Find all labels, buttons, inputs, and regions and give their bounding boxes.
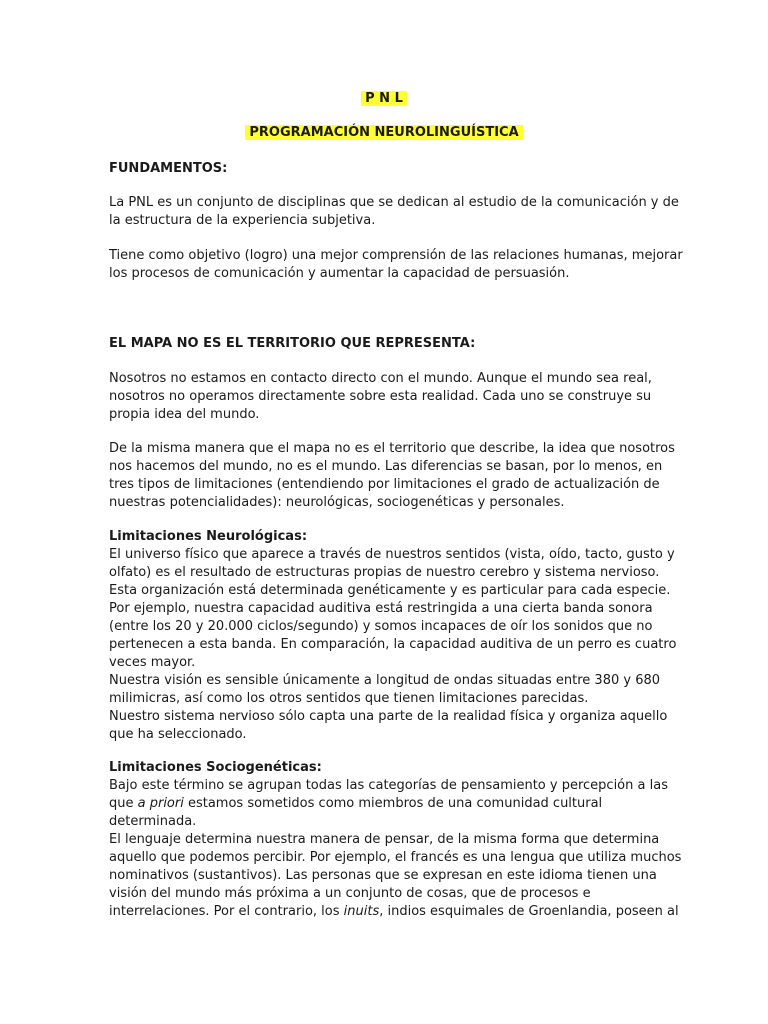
text-line: nos hacemos del mundo, no es el mundo. Las diferencias se basan, por lo menos, en [109, 459, 663, 474]
subtitle-highlight: PROGRAMACIÓN NEUROLINGUÍSTICA [245, 125, 522, 140]
paragraph-fundamentos-2 [109, 247, 683, 283]
text-line-italic-phrase [109, 795, 669, 813]
text-line: aquello que podemos percibir. Por ejemplo, el francés es una lengua que utiliza muchos [109, 850, 682, 865]
paragraph-neurologicas [109, 546, 677, 744]
text-line: Esta organización está determinada genéticamente y es particular para cada especie. [109, 583, 671, 598]
paragraph-mapa-1 [109, 370, 669, 424]
heading-mapa: EL MAPA NO ES EL TERRITORIO QUE REPRESENTA: [109, 336, 476, 351]
heading-limitaciones-sociogeneticas: Limitaciones Sociogenéticas: [109, 760, 322, 775]
text-line: milimicras, así como los otros sentidos que tienen limitaciones parecidas. [109, 691, 589, 706]
text-line: Bajo este término se agrupan todas las categorías de pensamiento y percepción a las [109, 778, 668, 793]
heading-fundamentos: FUNDAMENTOS: [109, 161, 228, 176]
document-subtitle [0, 124, 768, 142]
text-line: pertenecen a esta banda. En comparación, la capacidad auditiva de un perro es cuatro [109, 637, 677, 652]
heading-limitaciones-neurologicas: Limitaciones Neurológicas: [109, 529, 308, 544]
text-line: De la misma manera que el mapa no es el territorio que describe, la idea que nosotros [109, 441, 675, 456]
text-line: Por ejemplo, nuestra capacidad auditiva está restringida a una cierta banda sonora [109, 601, 653, 616]
text-line: nosotros no operamos directamente sobre esta realidad. Cada uno se construye su [109, 389, 652, 404]
paragraph-fundamentos-1 [109, 194, 679, 230]
title-highlight: P N L [361, 91, 407, 106]
text-line-italic-phrase [109, 903, 679, 921]
text-line: El universo físico que aparece a través de nuestros sentidos (vista, oído, tacto, gusto y [109, 547, 675, 562]
text-line: (entre los 20 y 20.000 ciclos/segundo) y somos incapaces de oír los sonidos que no [109, 619, 653, 634]
document-title [0, 90, 768, 108]
text-fragment: que [109, 796, 138, 811]
text-line: veces mayor. [109, 655, 196, 670]
text-fragment: estamos sometidos como miembros de una comunidad cultural [183, 796, 603, 811]
italic-term: inuits [343, 904, 380, 919]
text-line: tres tipos de limitaciones (entendiendo por limitaciones el grado de actualización de [109, 477, 660, 492]
text-line: Tiene como objetivo (logro) una mejor comprensión de las relaciones humanas, mejorar [109, 248, 683, 263]
text-line: El lenguaje determina nuestra manera de pensar, de la misma forma que determina [109, 832, 660, 847]
paragraph-sociogeneticas [109, 777, 682, 921]
text-line: nominativos (sustantivos). Las personas que se expresan en este idioma tienen una [109, 868, 657, 883]
text-line: la estructura de la experiencia subjetiva. [109, 213, 376, 228]
text-fragment: interrelaciones. Por el contrario, los [109, 904, 344, 919]
text-line: que ha seleccionado. [109, 727, 247, 742]
paragraph-mapa-2 [109, 440, 675, 512]
text-line: nuestras potencialidades): neurológicas, sociogenéticas y personales. [109, 495, 565, 510]
text-line: visión del mundo más próxima a un conjunto de cosas, que de procesos e [109, 886, 591, 901]
text-line: La PNL es un conjunto de disciplinas que se dedican al estudio de la comunicación y de [109, 195, 679, 210]
text-line: los procesos de comunicación y aumentar la capacidad de persuasión. [109, 266, 570, 281]
italic-term: a priori [137, 796, 184, 811]
text-line: Nosotros no estamos en contacto directo con el mundo. Aunque el mundo sea real, [109, 371, 652, 386]
text-line: olfato) es el resultado de estructuras propias de nuestro cerebro y sistema nervioso. [109, 565, 660, 580]
text-line: Nuestro sistema nervioso sólo capta una parte de la realidad física y organiza aquello [109, 709, 668, 724]
text-line: Nuestra visión es sensible únicamente a longitud de ondas situadas entre 380 y 680 [109, 673, 661, 688]
text-fragment: , indios esquimales de Groenlandia, poseen al [379, 904, 679, 919]
text-line: determinada. [109, 814, 197, 829]
text-line: propia idea del mundo. [109, 407, 260, 422]
